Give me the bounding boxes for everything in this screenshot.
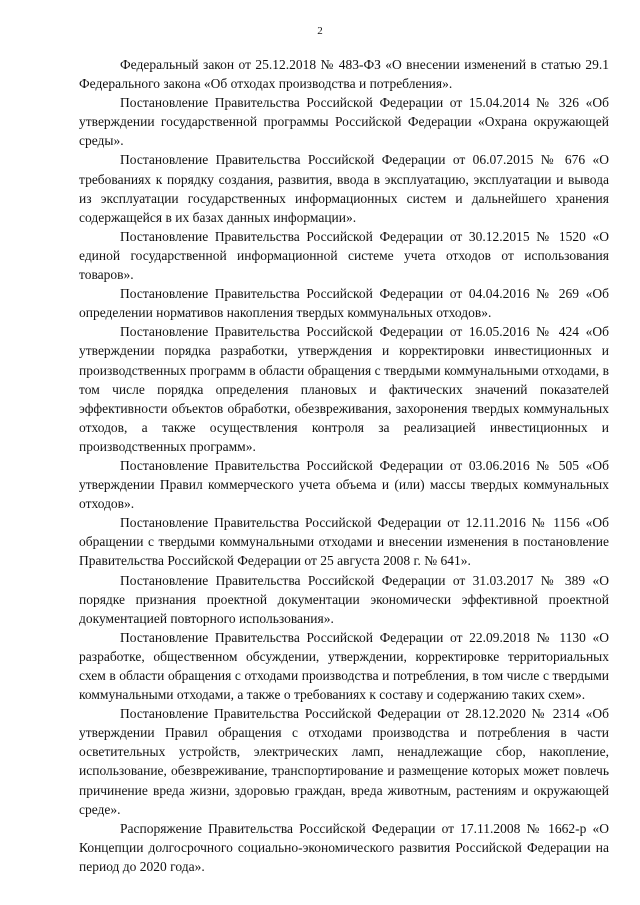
paragraph-resolution-424: Постановление Правительства Российской Федерации от 16.05.2016 № 424 «Об утверждении порядка разработки, утверждения и корректировки инвестиционных и производственных программ в области обращения с твердыми коммунальными отходами, в том числе порядка определения плановых и фактических значений показателей эффективности объектов обработки, обезвреживания, захоронения твердых коммунальных отходов, а также осуществления контроля за реализацией инвестиционных и производственных программ». [79, 324, 609, 454]
paragraph-resolution-1156: Постановление Правительства Российской Федерации от 12.11.2016 № 1156 «Об обращении с твердыми коммунальными отходами и внесении изменения в постановление Правительства Российской Федерации от 25 августа 2008 г. № 641». [79, 515, 609, 569]
paragraph-resolution-676: Постановление Правительства Российской Федерации от 06.07.2015 № 676 «О требованиях к порядку создания, развития, ввода в эксплуатацию, эксплуатации и вывода из эксплуатации государственных информационных систем и дальнейшего хранения содержащейся в их базах данных информации». [79, 152, 609, 225]
page-number: 2 [317, 25, 323, 37]
paragraph-resolution-326: Постановление Правительства Российской Федерации от 15.04.2014 № 326 «Об утверждении государственной программы Российской Федерации «Охрана окружающей среды». [79, 95, 609, 149]
paragraph-resolution-1130: Постановление Правительства Российской Федерации от 22.09.2018 № 1130 «О разработке, общественном обсуждении, утверждении, корректировке территориальных схем в области обращения с отходами производства и потребления, в том числе с твердыми коммунальными отходами, а также о требованиях к составу и содержанию таких схем». [79, 629, 609, 703]
paragraph-order-1662r: Распоряжение Правительства Российской Федерации от 17.11.2008 № 1662-р «О Концепции долгосрочного социально-экономического развития Российской Федерации на период до 2020 года». [79, 820, 609, 874]
paragraph-resolution-269: Постановление Правительства Российской Федерации от 04.04.2016 № 269 «Об определении нормативов накопления твердых коммунальных отходов». [79, 286, 609, 321]
document-body [79, 55, 609, 876]
paragraph-resolution-505: Постановление Правительства Российской Федерации от 03.06.2016 № 505 «Об утверждении Правил коммерческого учета объема и (или) массы твердых коммунальных отходов». [79, 457, 609, 512]
paragraph-resolution-1520: Постановление Правительства Российской Федерации от 30.12.2015 № 1520 «О единой государственной информационной системе учета отходов от использования товаров». [79, 228, 609, 283]
paragraph-resolution-2314: Постановление Правительства Российской Федерации от 28.12.2020 № 2314 «Об утверждении Правил обращения с отходами производства и потребления в части осветительных устройств, электрических ламп, ненадлежащие сбор, накопление, использование, обезвреживание, транспортирование и размещение которых может повлечь причинение вреда жизни, здоровью граждан, вреда животным, растениям и окружающей среде». [79, 706, 609, 817]
paragraph-federal-law-483: Федеральный закон от 25.12.2018 № 483-ФЗ «О внесении изменений в статью 29.1 Федерального закона «Об отходах производства и потребления». [79, 57, 609, 92]
paragraph-resolution-389: Постановление Правительства Российской Федерации от 31.03.2017 № 389 «О порядке признания проектной документации экономически эффективной проектной документацией повторного использования». [79, 572, 609, 626]
